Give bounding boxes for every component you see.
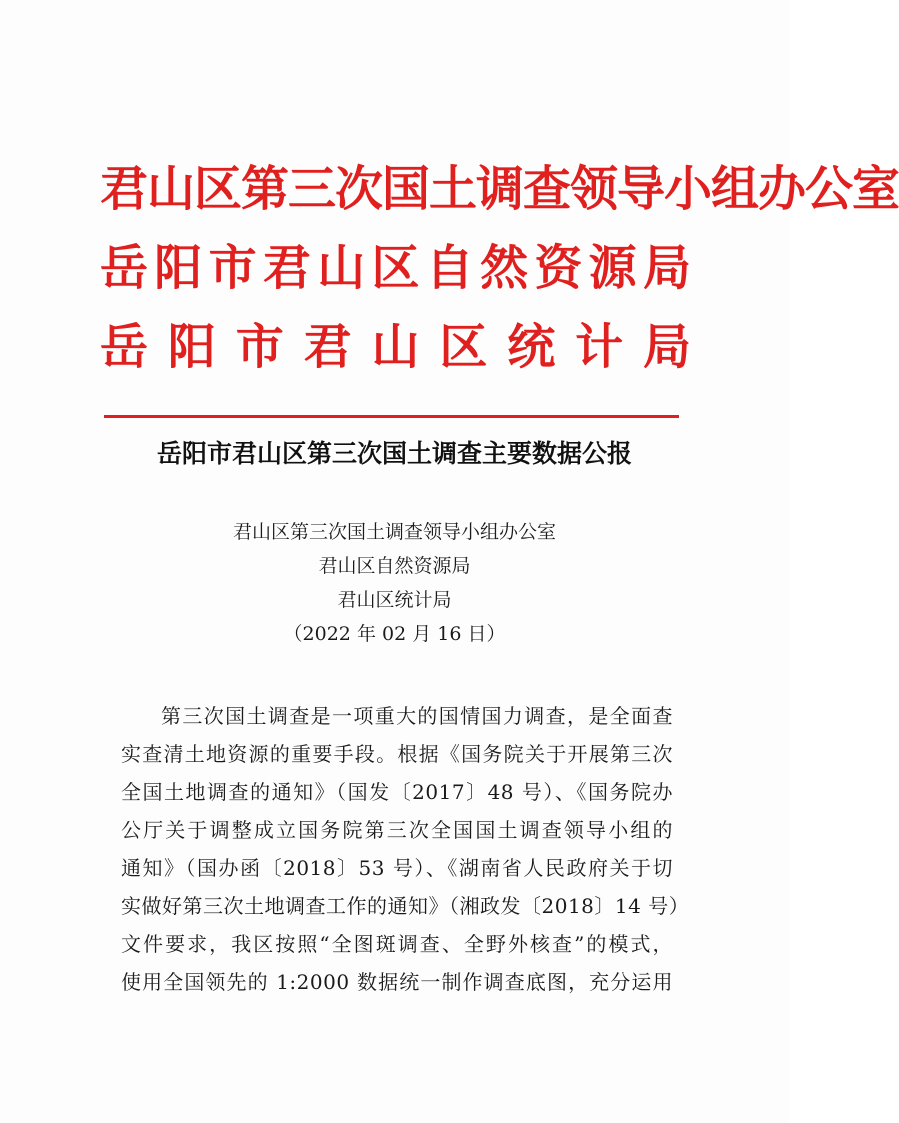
body-line: 全国土地调查的通知》（国发〔2017〕48 号）、《国务院办	[121, 780, 673, 804]
body-line: 通知》（国办函〔2018〕53 号）、《湖南省人民政府关于切	[121, 856, 673, 880]
body-line: 实做好第三次土地调查工作的通知》（湘政发〔2018〕14 号）	[121, 894, 690, 918]
issuing-authorities-header	[100, 150, 899, 387]
body-line: 文件要求，我区按照“全图斑调查、全野外核查”的模式，	[121, 932, 673, 956]
issuer-line: 君山区自然资源局	[318, 555, 471, 577]
body-line: 公厅关于调整成立国务院第三次全国国土调查领导小组的	[121, 818, 673, 842]
document-title: 岳阳市君山区第三次国土调查主要数据公报	[156, 439, 632, 468]
header-line-1: 君山区第三次国土调查领导小组办公室	[100, 161, 899, 217]
body-line: 第三次国土调查是一项重大的国情国力调查，是全面查	[161, 704, 673, 728]
publication-date: （2022 年 02 月 16 日）	[283, 623, 506, 645]
header-line-3: 岳阳市君山区统计局	[100, 319, 690, 375]
issuer-line: 君山区第三次国土调查领导小组办公室	[232, 521, 556, 543]
issuer-line: 君山区统计局	[337, 589, 452, 611]
body-paragraph	[121, 697, 690, 1001]
header-line-2: 岳阳市君山区自然资源局	[100, 240, 690, 296]
red-divider-line	[104, 415, 679, 418]
issuer-list	[0, 515, 789, 651]
body-line: 实查清土地资源的重要手段。根据《国务院关于开展第三次	[121, 742, 673, 766]
body-line: 使用全国领先的 1:2000 数据统一制作调查底图，充分运用	[121, 970, 673, 994]
